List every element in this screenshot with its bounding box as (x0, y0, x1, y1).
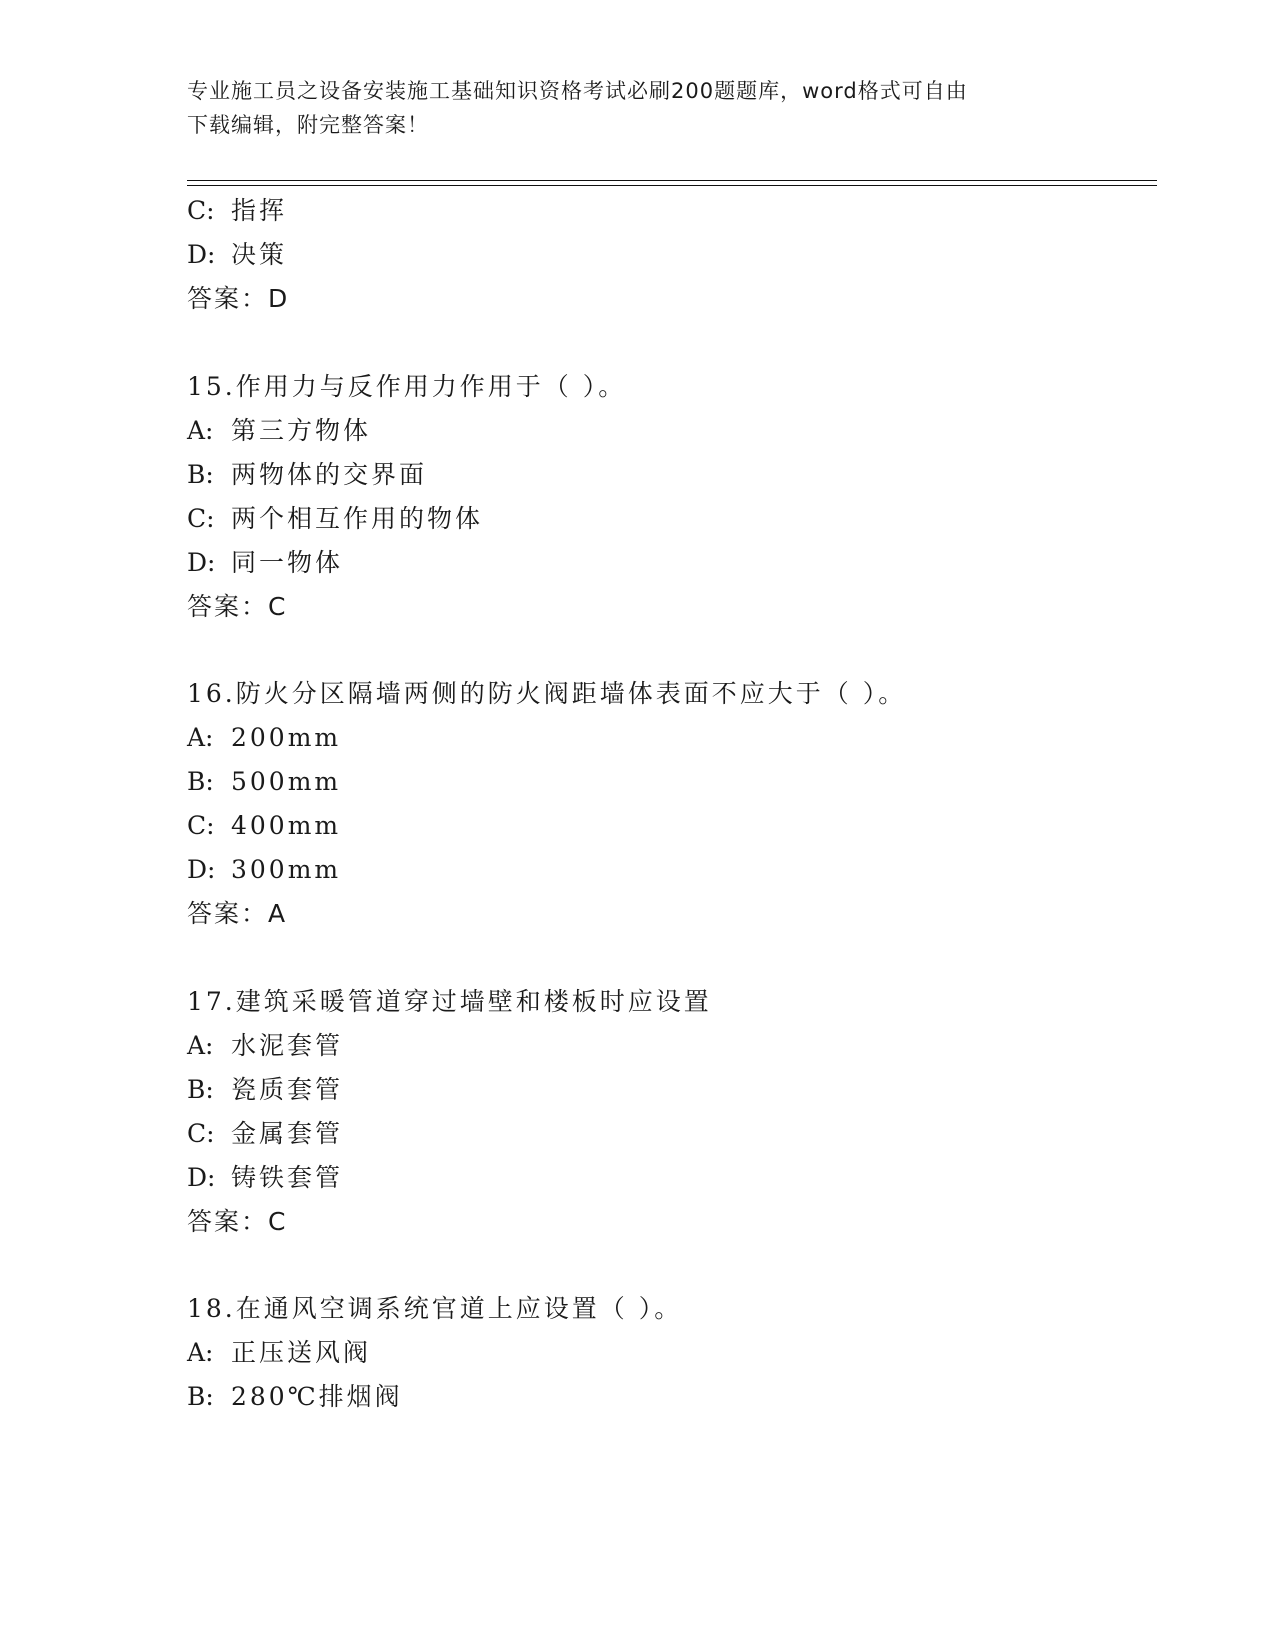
option-tag: A: (187, 1031, 214, 1060)
option-text: 500mm (231, 767, 342, 796)
option-text: 300mm (231, 855, 342, 884)
q17-option-d (187, 1163, 343, 1193)
option-text: 瓷质套管 (231, 1075, 344, 1104)
option-text: 第三方物体 (231, 416, 372, 445)
option-tag: D: (187, 1163, 216, 1192)
q16-option-b (187, 767, 341, 797)
q15-answer: 答案：C (187, 592, 288, 621)
option-text: 铸铁套管 (231, 1163, 344, 1192)
q16-option-d (187, 855, 341, 885)
option-tag: B: (187, 1075, 214, 1104)
option-tag: A: (187, 416, 214, 445)
option-tag: D: (187, 548, 216, 577)
option-text: 水泥套管 (231, 1031, 344, 1060)
option-tag: C: (187, 196, 215, 225)
q18-option-b (187, 1382, 403, 1412)
q15-option-b (187, 460, 427, 490)
option-text: 同一物体 (231, 548, 344, 577)
option-text: 金属套管 (231, 1119, 344, 1148)
q17-option-c (187, 1119, 343, 1149)
q15-option-a (187, 416, 371, 446)
option-text: 两物体的交界面 (231, 460, 428, 489)
q18-question: 18.在通风空调系统官道上应设置（ ）。 (187, 1294, 683, 1323)
header-title-line-1: 专业施工员之设备安装施工基础知识资格考试必刷200题题库，word格式可自由 (187, 79, 968, 103)
q17-option-b (187, 1075, 343, 1105)
option-text: 两个相互作用的物体 (231, 504, 484, 533)
option-tag: A: (187, 1338, 214, 1367)
q14-answer: 答案：D (187, 284, 290, 313)
document-header (187, 74, 1067, 142)
header-title-line-2: 下载编辑，附完整答案！ (187, 113, 429, 137)
option-tag: D: (187, 855, 216, 884)
q16-option-a (187, 723, 341, 753)
option-text: 正压送风阀 (231, 1338, 372, 1367)
q18-option-a (187, 1338, 371, 1368)
option-text: 指挥 (231, 196, 288, 225)
q17-answer: 答案：C (187, 1207, 288, 1236)
q17-option-a (187, 1031, 343, 1061)
option-text: 280℃排烟阀 (231, 1382, 403, 1411)
q15-question: 15.作用力与反作用力作用于（ ）。 (187, 372, 627, 401)
option-text: 200mm (231, 723, 342, 752)
q17-question: 17.建筑采暖管道穿过墙壁和楼板时应设置 (187, 987, 712, 1016)
q16-option-c (187, 811, 341, 841)
q16-question: 16.防火分区隔墙两侧的防火阀距墙体表面不应大于（ ）。 (187, 679, 907, 708)
option-tag: B: (187, 460, 214, 489)
q15-option-c (187, 504, 483, 534)
option-tag: C: (187, 811, 215, 840)
q15-option-d (187, 548, 343, 578)
q14-option-c (187, 196, 287, 226)
option-text: 400mm (231, 811, 342, 840)
header-divider-top (187, 180, 1157, 181)
option-tag: B: (187, 1382, 214, 1411)
q16-answer: 答案：A (187, 899, 288, 928)
option-tag: B: (187, 767, 214, 796)
option-text: 决策 (231, 240, 288, 269)
option-tag: C: (187, 1119, 215, 1148)
option-tag: A: (187, 723, 214, 752)
option-tag: C: (187, 504, 215, 533)
option-tag: D: (187, 240, 216, 269)
q14-option-d (187, 240, 287, 270)
header-divider-bottom (187, 185, 1157, 186)
